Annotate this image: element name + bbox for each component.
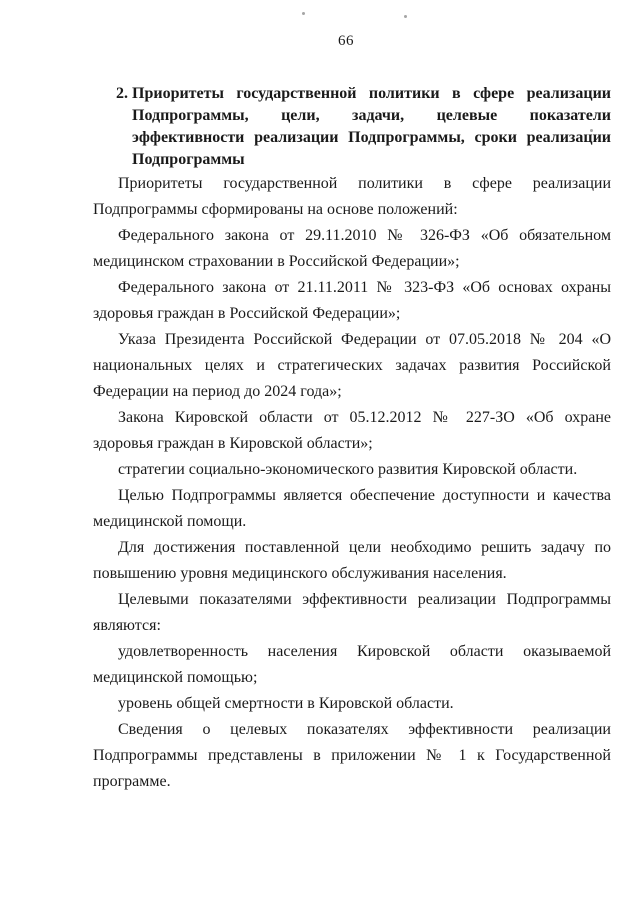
text-line: уровень общей смертности в Кировской области. [118,695,454,712]
paragraph [93,639,611,691]
scan-artifact [404,15,407,18]
text-line: удовлетворенность населения Кировской области оказываемой [118,643,611,660]
text-line: Федерального закона от 21.11.2011 № 323-ФЗ «Об основах охраны [118,279,611,296]
text-line: Целевыми показателями эффективности реализации Подпрограммы [118,591,611,608]
text-line: медицинской помощью; [93,669,258,686]
paragraph [93,457,611,483]
text-line: медицинском страховании в Российской Федерации»; [93,253,460,270]
text-line: Целью Подпрограммы является обеспечение доступности и качества [118,487,611,504]
paragraph [93,223,611,275]
text-line: здоровья граждан в Российской Федерации»; [93,305,401,322]
text-line: Сведения о целевых показателях эффективности реализации [118,721,611,738]
text-line: Закона Кировской области от 05.12.2012 № 227-ЗО «Об охране [118,409,611,426]
heading-number: 2. [116,85,128,102]
paragraph [93,587,611,639]
text-line: стратегии социально-экономического развития Кировской области. [118,461,578,478]
section-heading [116,83,611,171]
paragraph [93,717,611,795]
text-line: программе. [93,773,171,790]
text-line: являются: [93,617,161,634]
scan-artifact [302,12,305,15]
heading-line: Приоритеты государственной политики в сфере реализации [132,85,611,102]
text-line: Федерального закона от 29.11.2010 № 326-ФЗ «Об обязательном [118,227,611,244]
paragraph [93,405,611,457]
heading-line: Подпрограммы, цели, задачи, целевые показатели [132,107,611,124]
document-body [93,171,611,795]
paragraph [93,327,611,405]
text-line: Указа Президента Российской Федерации от 07.05.2018 № 204 «О [118,331,611,348]
heading-line: Подпрограммы [132,151,245,168]
text-line: национальных целях и стратегических задачах развития Российской [93,357,611,374]
paragraph [93,691,611,717]
paragraph [93,171,611,223]
text-line: Приоритеты государственной политики в сфере реализации [118,175,611,192]
page-number: 66 [338,33,354,49]
paragraph [93,535,611,587]
text-line: Подпрограммы представлены в приложении № 1 к Государственной [93,747,611,764]
text-line: Подпрограммы сформированы на основе положений: [93,201,458,218]
paragraph [93,275,611,327]
text-line: здоровья граждан в Кировской области»; [93,435,373,452]
text-line: Для достижения поставленной цели необходимо решить задачу по [118,539,611,556]
text-line: Федерации на период до 2024 года»; [93,383,342,400]
heading-line: эффективности реализации Подпрограммы, сроки реализации [132,129,611,146]
text-line: медицинской помощи. [93,513,247,530]
text-line: повышению уровня медицинского обслуживания населения. [93,565,507,582]
paragraph [93,483,611,535]
